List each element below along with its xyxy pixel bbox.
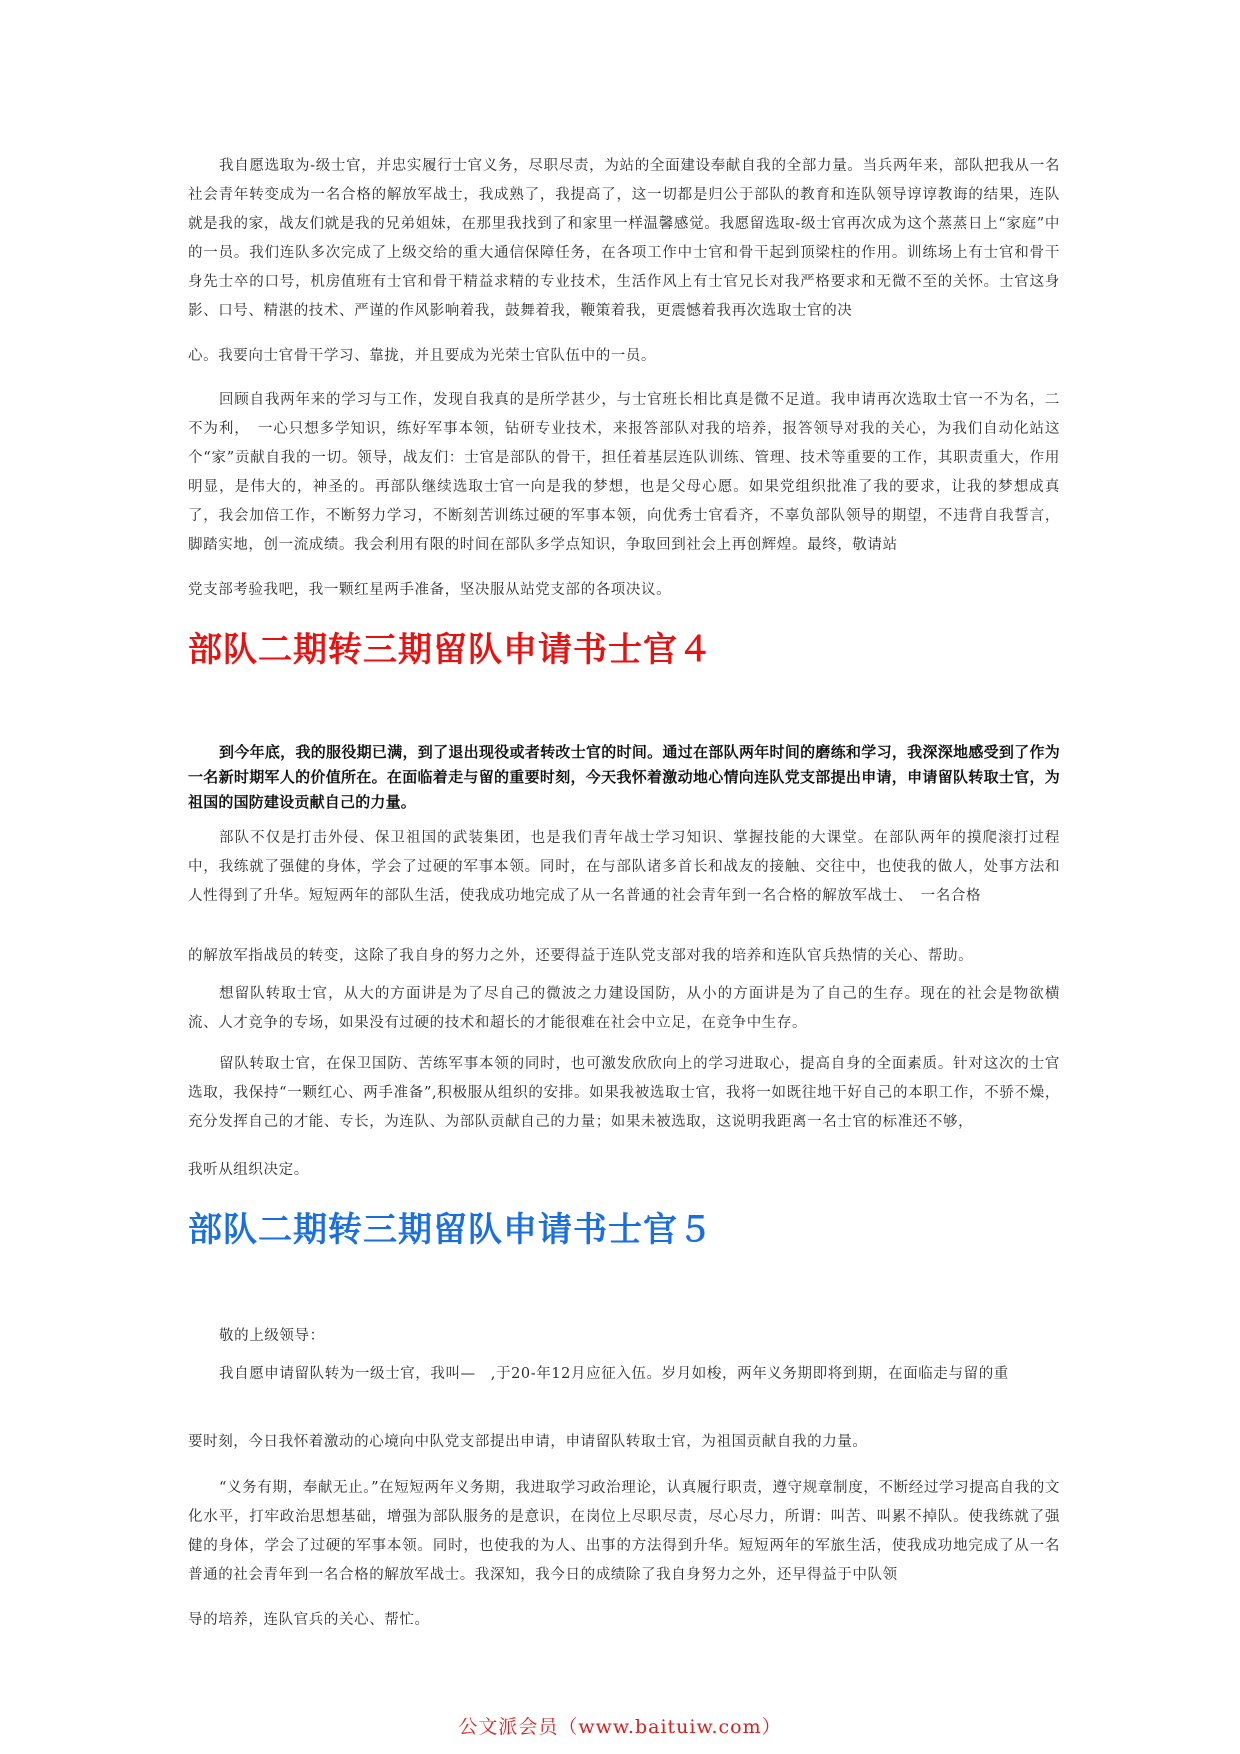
body-paragraph: 部队不仅是打击外侵、保卫祖国的武装集团，也是我们青年战士学习知识、掌握技能的大课堂。在部队两年的摸爬滚打过程中，我练就了强健的身体，学会了过硬的军事本领。同时，在与部队诸多首长和战友的接触、交往中，也使我的做人，处事方法和人性得到了升华。短短两年的部队生活，使我成功地完成了从一名普通的社会青年到一名合格的解放军战士、 一名合格 [188,830,1060,904]
salutation: 敬的上级领导： [219,1328,325,1344]
body-paragraph: “义务有期，奉献无止。”在短短两年义务期，我进取学习政治理论，认真履行职责，遵守规章制度，不断经过学习提高自我的文化水平，打牢政治思想基础，增强为部队服务的是意识，在岗位上尽职尽责，尽心尽力，所谓：叫苦、叫累不掉队。使我练就了强健的身体，学会了过硬的军事本领。同时，也使我的为人、出事的方法得到升华。短短两年的军旅生活，使我成功地完成了从一名普通的社会青年到一名合格的解放军战士。我深知，我今日的成绩除了我自身努力之外，还早得益于中队领 [188,1480,1060,1583]
body-paragraph: 我自愿选取为-级士官，并忠实履行士官义务，尽职尽责，为站的全面建设奉献自我的全部力量。当兵两年来，部队把我从一名社会青年转变成为一名合格的解放军战士，我成熟了，我提高了，这一切都是归公于部队的教育和连队领导谆谆教诲的结果，连队就是我的家，战友们就是我的兄弟姐妹，在那里我找到了和家里一样温馨感觉。我愿留选取-级士官再次成为这个蒸蒸日上“家庭”中的一员。我们连队多次完成了上级交给的重大通信保障任务，在各项工作中士官和骨干起到顶梁柱的作用。训练场上有士官和骨干身先士卒的口号，机房值班有士官和骨干精益求精的专业技术，生活作风上有士官兄长对我严格要求和无微不至的关怀。士官这身影、口号、精湛的技术、严谨的作风影响着我，鼓舞着我，鞭策着我，更震憾着我再次选取士官的决 [188,158,1060,319]
body-paragraph: 要时刻，今日我怀着激动的心境向中队党支部提出申请，申请留队转取士官，为祖国贡献自我的力量。 [188,1434,868,1450]
body-paragraph: 我自愿申请留队转为一级士官，我叫— ,于20-年12月应征入伍。岁月如梭，两年义务期即将到期，在面临走与留的重 [219,1366,1009,1382]
body-paragraph: 回顾自我两年来的学习与工作，发现自我真的是所学甚少，与士官班长相比真是微不足道。我申请再次选取士官一不为名，二不为利， 一心只想多学知识，练好军事本领，钻研专业技术，来报答部队对我的培养，报答领导对我的关心，为我们自动化站这个“家”贡献自我的一切。领导，战友们：士官是部队的骨干，担任着基层连队训练、管理、技术等重要的工作，其职责重大，作用明显，是伟大的，神圣的。再部队继续选取士官一向是我的梦想，也是父母心愿。如果党组织批准了我的要求，让我的梦想成真了，我会加倍工作，不断努力学习，不断刻苦训练过硬的军事本领，向优秀士官看齐，不辜负部队领导的期望，不违背自我誓言，脚踏实地，创一流成绩。我会利用有限的时间在部队多学点知识，争取回到社会上再创辉煌。最终，敬请站 [188,392,1060,553]
body-paragraph: 留队转取士官，在保卫国防、苦练军事本领的同时，也可激发欣欣向上的学习进取心，提高自身的全面素质。针对这次的士官选取，我保持“一颗红心、两手准备”,积极服从组织的安排。如果我被选取士官，我将一如既往地干好自己的本职工作，不骄不燥，充分发挥自己的才能、专长，为连队、为部队贡献自己的力量；如果未被选取，这说明我距离一名士官的标准还不够， [188,1056,1060,1130]
body-paragraph: 的解放军指战员的转变，这除了我自身的努力之外，还要得益于连队党支部对我的培养和连队官兵热情的关心、帮助。 [188,948,974,964]
body-paragraph: 心。我要向士官骨干学习、靠拢，并且要成为光荣士官队伍中的一员。 [188,348,657,364]
body-paragraph: 导的培养，连队官兵的关心、帮忙。 [188,1612,430,1628]
body-paragraph: 想留队转取士官，从大的方面讲是为了尽自己的微波之力建设国防，从小的方面讲是为了自己的生存。现在的社会是物欲横流、人才竞争的专场，如果没有过硬的技术和超长的才能很难在社会中立足，在竞争中生存。 [188,986,1060,1031]
section-heading: 部队二期转三期留队申请书士官５ [188,1210,713,1250]
intro-paragraph: 到今年底，我的服役期已满，到了退出现役或者转改士官的时间。通过在部队两年时间的磨练和学习，我深深地感受到了作为一名新时期军人的价值所在。在面临着走与留的重要时刻，今天我怀着激动地心情向连队党支部提出申请，申请留队转取士官，为祖国的国防建设贡献自己的力量。 [188,743,1060,811]
body-paragraph: 我听从组织决定。 [188,1162,309,1178]
footer-watermark: 公文派会员（www.baituiw.com） [458,1716,782,1738]
body-paragraph: 党支部考验我吧，我一颗红星两手准备，坚决服从站党支部的各项决议。 [188,582,672,598]
section-heading: 部队二期转三期留队申请书士官４ [188,630,713,670]
